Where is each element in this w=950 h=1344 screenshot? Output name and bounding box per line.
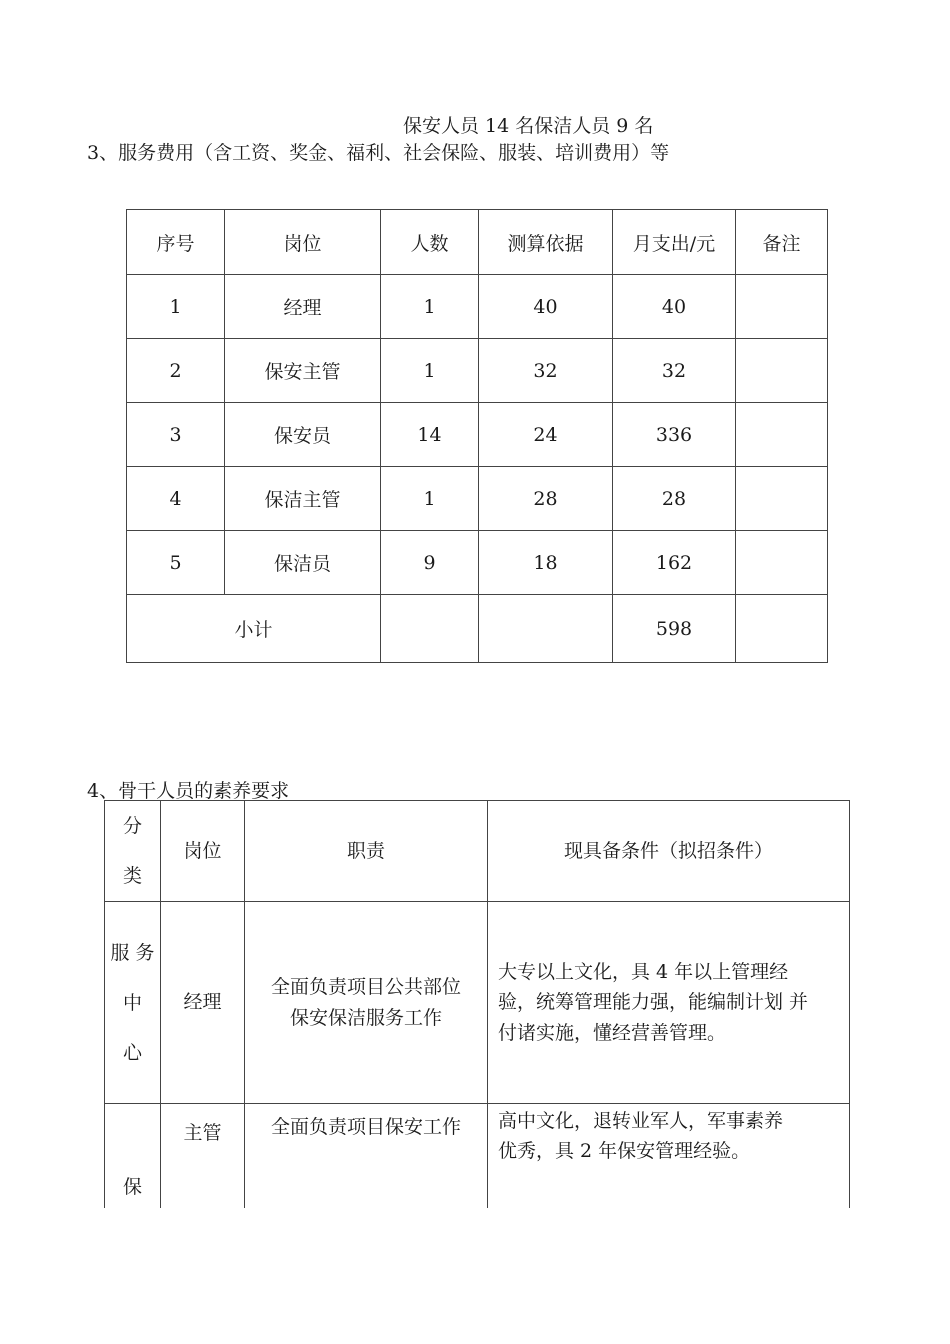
section-4-heading: 4、骨干人员的素养要求 — [87, 780, 290, 802]
cell-basis: 28 — [479, 467, 613, 531]
cell-count: 1 — [381, 275, 479, 339]
cell-no: 3 — [127, 403, 225, 467]
cell-note — [736, 275, 828, 339]
subtotal-count — [381, 595, 479, 663]
header-count: 人数 — [381, 210, 479, 275]
cell-basis: 18 — [479, 531, 613, 595]
header-category-line: 类 — [122, 865, 142, 887]
cell-monthly: 32 — [613, 339, 736, 403]
cell-no: 1 — [127, 275, 225, 339]
staff-count-line: 保安人员 14 名保洁人员 9 名 — [403, 115, 654, 137]
condition-line: 付诸实施，懂经营善管理。 — [498, 1021, 727, 1044]
table-header-row — [127, 210, 828, 275]
subtotal-monthly: 598 — [613, 595, 736, 663]
table-row — [127, 275, 828, 339]
staff-requirements-container — [104, 800, 850, 1208]
section-3-heading: 3、服务费用（含工资、奖金、福利、社会保险、服装、培训费用）等 — [87, 142, 670, 164]
service-fee-table — [126, 209, 828, 663]
condition-line: 大专以上文化，具 4 年以上管理经 — [498, 960, 789, 983]
cell-post: 保洁主管 — [225, 467, 381, 531]
cell-post: 保洁员 — [225, 531, 381, 595]
category-line: 中 — [122, 991, 142, 1014]
cell-monthly: 162 — [613, 531, 736, 595]
cell-duty — [245, 1104, 488, 1209]
cell-no: 2 — [127, 339, 225, 403]
cell-monthly: 336 — [613, 403, 736, 467]
category-line — [105, 1112, 160, 1162]
table-header-row — [105, 801, 850, 902]
cell-count: 1 — [381, 467, 479, 531]
table-row — [105, 902, 850, 1104]
cell-count: 9 — [381, 531, 479, 595]
cell-conditions — [488, 902, 850, 1104]
cell-note — [736, 339, 828, 403]
cell-count: 14 — [381, 403, 479, 467]
condition-line: 验，统筹管理能力强，能编制计划 并 — [498, 991, 809, 1014]
header-duty: 职责 — [245, 801, 488, 902]
header-conditions: 现具备条件（拟招条件） — [488, 801, 850, 902]
staff-requirements-table — [104, 800, 850, 1208]
table-row — [127, 467, 828, 531]
header-post: 岗位 — [161, 801, 245, 902]
cell-monthly: 28 — [613, 467, 736, 531]
cell-count: 1 — [381, 339, 479, 403]
cell-basis: 40 — [479, 275, 613, 339]
table-row — [105, 1104, 850, 1209]
cell-category — [105, 1104, 161, 1209]
category-line: 保 — [122, 1176, 142, 1198]
subtotal-basis — [479, 595, 613, 663]
category-line: 心 — [122, 1041, 142, 1064]
subtotal-note — [736, 595, 828, 663]
cell-monthly: 40 — [613, 275, 736, 339]
subtotal-label: 小计 — [127, 595, 381, 663]
header-monthly: 月支出/元 — [613, 210, 736, 275]
duty-line: 保安保洁服务工作 — [289, 1006, 442, 1029]
cell-post: 主管 — [161, 1104, 245, 1209]
duty-line: 全面负责项目保安工作 — [270, 1116, 461, 1138]
header-category-line: 分 — [122, 815, 142, 837]
cell-conditions — [488, 1104, 850, 1209]
header-category — [105, 801, 161, 902]
cell-duty — [245, 902, 488, 1104]
subtotal-row — [127, 595, 828, 663]
cell-basis: 24 — [479, 403, 613, 467]
header-note: 备注 — [736, 210, 828, 275]
duty-line: 全面负责项目公共部位 — [270, 976, 461, 999]
cell-post: 经理 — [225, 275, 381, 339]
cell-no: 5 — [127, 531, 225, 595]
cell-note — [736, 467, 828, 531]
cell-post: 保安员 — [225, 403, 381, 467]
table-row — [127, 531, 828, 595]
cell-note — [736, 403, 828, 467]
cell-no: 4 — [127, 467, 225, 531]
cell-note — [736, 531, 828, 595]
table-row — [127, 339, 828, 403]
cell-category — [105, 902, 161, 1104]
cell-basis: 32 — [479, 339, 613, 403]
cell-post: 保安主管 — [225, 339, 381, 403]
cell-post: 经理 — [161, 902, 245, 1104]
table-row — [127, 403, 828, 467]
header-no: 序号 — [127, 210, 225, 275]
condition-line: 优秀，具 2 年保安管理经验。 — [498, 1140, 751, 1163]
condition-line: 高中文化，退转业军人，军事素养 — [498, 1110, 784, 1132]
header-post: 岗位 — [225, 210, 381, 275]
category-line: 服 务 — [110, 941, 155, 964]
header-basis: 测算依据 — [479, 210, 613, 275]
